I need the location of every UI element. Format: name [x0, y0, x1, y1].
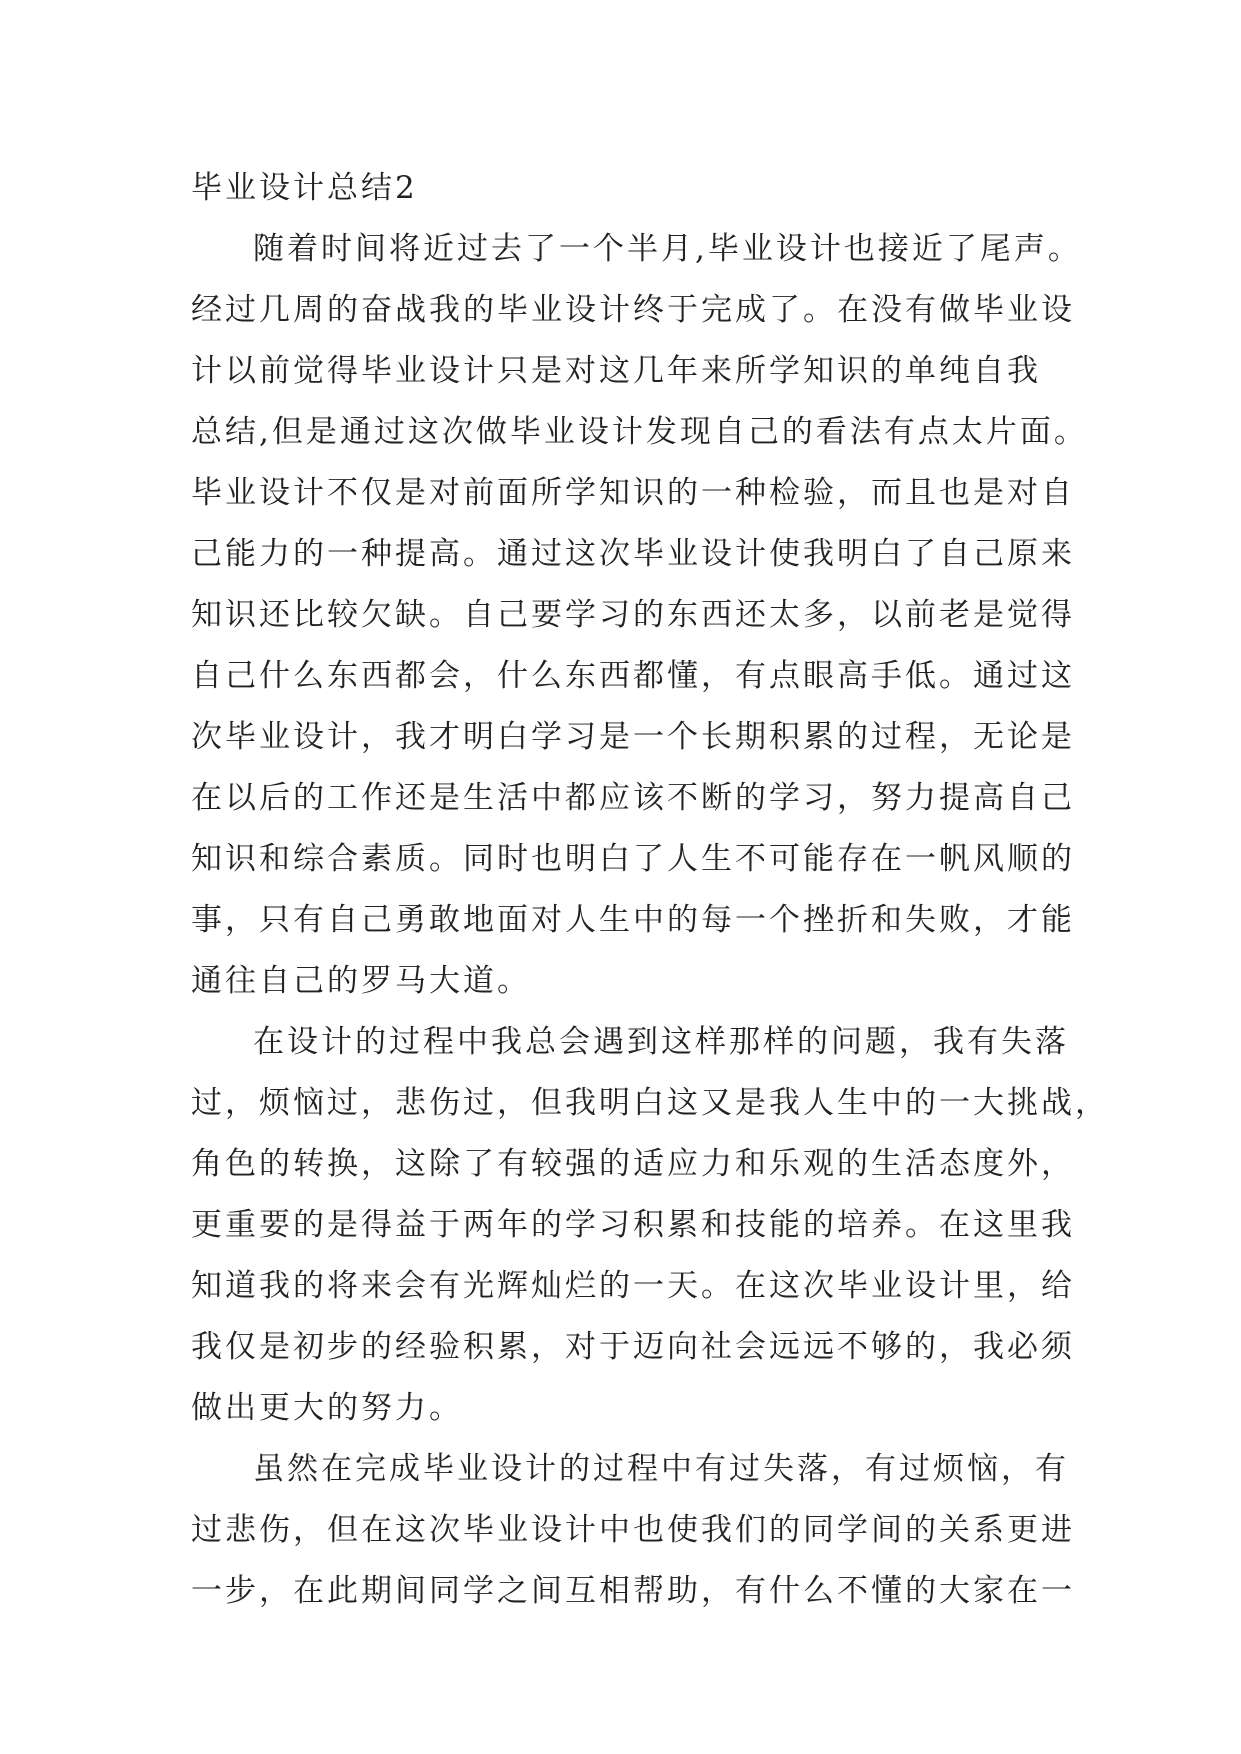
paragraph-1-line-2: 经过几周的奋战我的毕业设计终于完成了。在没有做毕业设 — [191, 292, 1075, 328]
paragraph-1-line-4: 总结,但是通过这次做毕业设计发现自己的看法有点太片面。 — [191, 414, 1088, 450]
paragraph-1-line-9: 次毕业设计，我才明白学习是一个长期积累的过程，无论是 — [191, 719, 1075, 755]
paragraph-2-line-3: 角色的转换，这除了有较强的适应力和乐观的生活态度外， — [191, 1146, 1075, 1182]
paragraph-1-line-10: 在以后的工作还是生活中都应该不断的学习，努力提高自己 — [191, 780, 1075, 816]
paragraph-1-line-12: 事，只有自己勇敢地面对人生中的每一个挫折和失败，才能 — [191, 902, 1075, 938]
paragraph-1-line-11: 知识和综合素质。同时也明白了人生不可能存在一帆风顺的 — [191, 841, 1075, 877]
paragraph-2-line-6: 我仅是初步的经验积累，对于迈向社会远远不够的，我必须 — [191, 1329, 1075, 1365]
paragraph-1-line-7: 知识还比较欠缺。自己要学习的东西还太多，以前老是觉得 — [191, 597, 1075, 633]
paragraph-2-line-5: 知道我的将来会有光辉灿烂的一天。在这次毕业设计里，给 — [191, 1268, 1075, 1304]
paragraph-3-line-3: 一步，在此期间同学之间互相帮助，有什么不懂的大家在一 — [191, 1573, 1075, 1609]
paragraph-2-line-4: 更重要的是得益于两年的学习积累和技能的培养。在这里我 — [191, 1207, 1075, 1243]
paragraph-2-line-2: 过，烦恼过，悲伤过，但我明白这又是我人生中的一大挑战， — [191, 1085, 1109, 1121]
paragraph-1-line-3: 计以前觉得毕业设计只是对这几年来所学知识的单纯自我 — [191, 353, 1041, 389]
paragraph-1-line-13: 通往自己的罗马大道。 — [191, 963, 531, 999]
paragraph-1-line-5: 毕业设计不仅是对前面所学知识的一种检验，而且也是对自 — [191, 475, 1075, 511]
paragraph-1-line-1: 随着时间将近过去了一个半月,毕业设计也接近了尾声。 — [253, 231, 1082, 267]
paragraph-1-line-8: 自己什么东西都会，什么东西都懂，有点眼高手低。通过这 — [191, 658, 1075, 694]
paragraph-3-line-1: 虽然在完成毕业设计的过程中有过失落，有过烦恼，有 — [253, 1451, 1069, 1487]
paragraph-1-line-6: 己能力的一种提高。通过这次毕业设计使我明白了自己原来 — [191, 536, 1075, 572]
document-title: 毕业设计总结2 — [191, 170, 418, 206]
paragraph-3-line-2: 过悲伤，但在这次毕业设计中也使我们的同学间的关系更进 — [191, 1512, 1075, 1548]
paragraph-2-line-1: 在设计的过程中我总会遇到这样那样的问题，我有失落 — [253, 1024, 1069, 1060]
document-body — [191, 158, 1109, 1622]
paragraph-2-line-7: 做出更大的努力。 — [191, 1390, 463, 1426]
